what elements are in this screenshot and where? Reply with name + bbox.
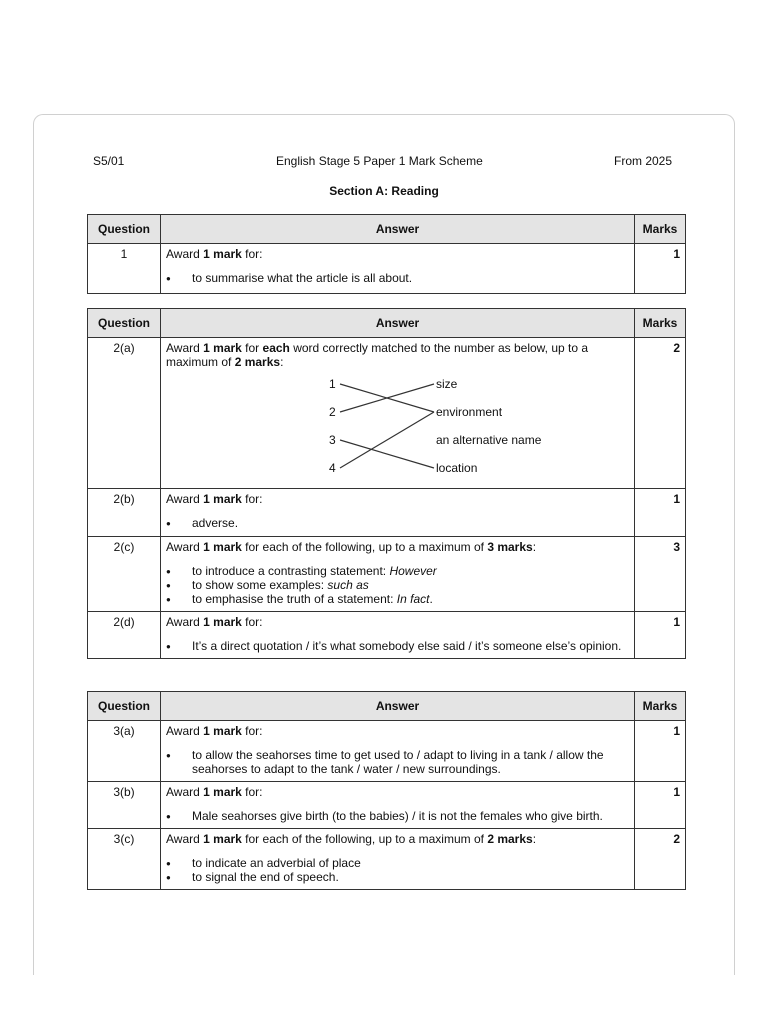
answer-bullet: ● adverse. [186, 516, 629, 530]
question-number: 1 [88, 244, 161, 294]
answer-bullet: ● to indicate an adverbial of place [186, 856, 629, 870]
paper-code: S5/01 [93, 154, 125, 168]
mark-table-q2 [87, 308, 686, 659]
table-row [88, 612, 686, 659]
answer-cell [161, 612, 635, 659]
answer-cell [161, 782, 635, 829]
marks-value: 2 [635, 829, 686, 890]
question-number: 2(a) [88, 338, 161, 489]
answer-bullet: ● to signal the end of speech. [186, 870, 629, 884]
match-word: size [436, 377, 458, 391]
table-row [88, 721, 686, 782]
col-answer: Answer [161, 309, 635, 338]
answer-lead: Award 1 mark for each of the following, up to a maximum of 2 marks: [166, 832, 537, 846]
match-number: 4 [329, 461, 336, 475]
match-line [340, 440, 434, 468]
answer-bullet: ● to summarise what the article is all about. [186, 271, 629, 285]
table-row [88, 338, 686, 489]
answer-cell [161, 489, 635, 537]
answer-cell [161, 829, 635, 890]
match-word: environment [436, 405, 503, 419]
answer-cell [161, 338, 635, 489]
match-number: 3 [329, 433, 336, 447]
answer-cell [161, 537, 635, 612]
question-number: 3(c) [88, 829, 161, 890]
answer-lead: Award 1 mark for: [166, 247, 263, 261]
answer-bullet: ● to allow the seahorses time to get used to / adapt to living in a tank / allow the seahorses to adapt to the tank / water / new surroundings. [186, 748, 629, 776]
marks-value: 1 [635, 782, 686, 829]
answer-cell [161, 721, 635, 782]
answer-lead: Award 1 mark for: [166, 615, 263, 629]
answer-bullet: ● to introduce a contrasting statement: However [186, 564, 629, 578]
question-number: 2(b) [88, 489, 161, 537]
syllabus-year: From 2025 [614, 154, 673, 168]
matching-lines [166, 369, 526, 485]
section-title: Section A: Reading [329, 184, 439, 198]
answer-lead: Award 1 mark for: [166, 724, 263, 738]
answer-lead: Award 1 mark for: [166, 785, 263, 799]
answer-bullet: ● to emphasise the truth of a statement: In fact. [186, 592, 629, 606]
col-marks: Marks [635, 692, 686, 721]
col-answer: Answer [161, 215, 635, 244]
marks-value: 1 [635, 612, 686, 659]
answer-lead: Award 1 mark for each of the following, up to a maximum of 3 marks: [166, 540, 537, 554]
table-row [88, 829, 686, 890]
answer-lead: Award 1 mark for each word correctly matched to the number as below, up to a maximum of 2 marks: [166, 341, 589, 369]
match-number: 1 [329, 377, 336, 391]
col-marks: Marks [635, 215, 686, 244]
question-number: 2(d) [88, 612, 161, 659]
marks-value: 1 [635, 244, 686, 294]
document-title: English Stage 5 Paper 1 Mark Scheme [276, 154, 483, 168]
marks-value: 3 [635, 537, 686, 612]
mark-table-q3 [87, 691, 686, 890]
col-marks: Marks [635, 309, 686, 338]
table-row [88, 782, 686, 829]
marks-value: 1 [635, 721, 686, 782]
marks-value: 2 [635, 338, 686, 489]
match-line [340, 412, 434, 468]
match-word: an alternative name [436, 433, 542, 447]
question-number: 3(b) [88, 782, 161, 829]
question-number: 2(c) [88, 537, 161, 612]
mark-table-q1 [87, 214, 686, 294]
col-answer: Answer [161, 692, 635, 721]
answer-cell [161, 244, 635, 294]
answer-bullet: ● to show some examples: such as [186, 578, 629, 592]
match-number: 2 [329, 405, 336, 419]
marks-value: 1 [635, 489, 686, 537]
col-question: Question [88, 692, 161, 721]
answer-bullet: ● It’s a direct quotation / it’s what somebody else said / it’s someone else’s opinion. [186, 639, 629, 653]
matching-diagram [166, 369, 629, 485]
col-question: Question [88, 309, 161, 338]
match-word: location [436, 461, 478, 475]
answer-bullet: ● Male seahorses give birth (to the babies) / it is not the females who give birth. [186, 809, 629, 823]
table-row [88, 537, 686, 612]
table-row [88, 244, 686, 294]
question-number: 3(a) [88, 721, 161, 782]
col-question: Question [88, 215, 161, 244]
table-row [88, 489, 686, 537]
answer-lead: Award 1 mark for: [166, 492, 263, 506]
